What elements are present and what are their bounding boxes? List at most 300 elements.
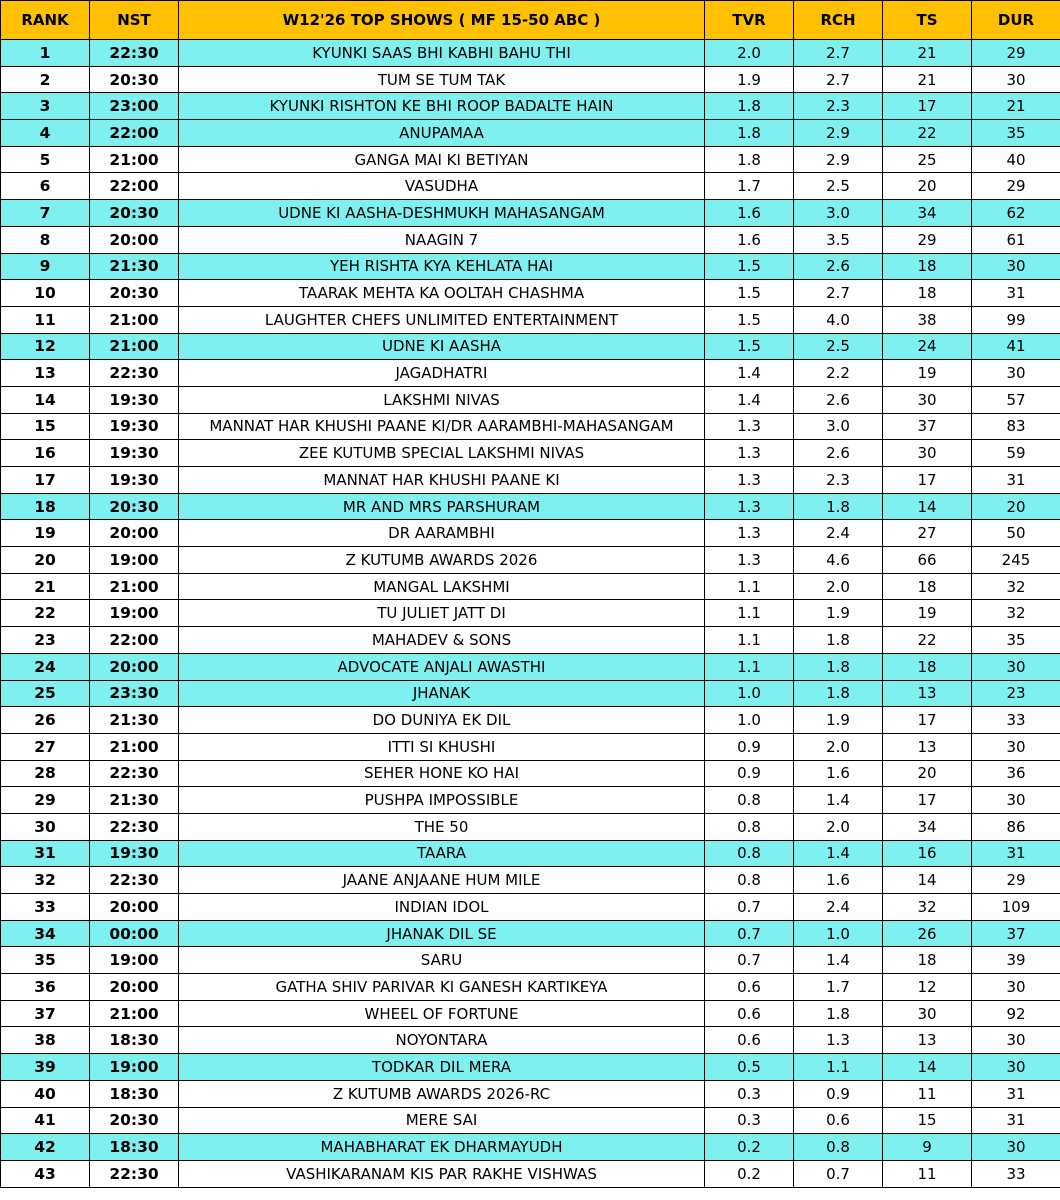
cell-rank: 18	[1, 493, 90, 520]
cell-tvr: 1.3	[705, 520, 794, 547]
cell-ts: 14	[883, 867, 972, 894]
cell-show: ITTI SI KHUSHI	[179, 733, 705, 760]
cell-ts: 18	[883, 947, 972, 974]
cell-show: DR AARAMBHI	[179, 520, 705, 547]
cell-rch: 0.7	[794, 1160, 883, 1187]
cell-tvr: 0.9	[705, 733, 794, 760]
cell-show: MANNAT HAR KHUSHI PAANE KI/DR AARAMBHI-MAHASANGAM	[179, 413, 705, 440]
cell-show: TODKAR DIL MERA	[179, 1054, 705, 1081]
cell-rank: 29	[1, 787, 90, 814]
cell-rank: 41	[1, 1107, 90, 1134]
cell-rank: 40	[1, 1080, 90, 1107]
cell-show: JHANAK DIL SE	[179, 920, 705, 947]
cell-rank: 12	[1, 333, 90, 360]
cell-ts: 18	[883, 573, 972, 600]
cell-dur: 21	[972, 93, 1060, 120]
cell-rch: 1.6	[794, 760, 883, 787]
cell-ts: 27	[883, 520, 972, 547]
cell-tvr: 1.5	[705, 333, 794, 360]
cell-tvr: 0.7	[705, 920, 794, 947]
cell-ts: 9	[883, 1134, 972, 1161]
cell-rank: 23	[1, 627, 90, 654]
table-row	[1, 226, 1060, 253]
cell-ts: 17	[883, 93, 972, 120]
cell-rch: 2.0	[794, 813, 883, 840]
cell-rch: 1.8	[794, 493, 883, 520]
cell-rank: 33	[1, 894, 90, 921]
cell-rch: 0.6	[794, 1107, 883, 1134]
cell-rank: 21	[1, 573, 90, 600]
cell-rch: 2.6	[794, 253, 883, 280]
cell-dur: 29	[972, 40, 1060, 67]
cell-rank: 26	[1, 707, 90, 734]
cell-tvr: 0.8	[705, 840, 794, 867]
cell-tvr: 1.9	[705, 66, 794, 93]
header-tvr: TVR	[705, 1, 794, 40]
cell-dur: 37	[972, 920, 1060, 947]
cell-nst: 18:30	[90, 1134, 179, 1161]
table-row	[1, 653, 1060, 680]
table-row	[1, 947, 1060, 974]
cell-tvr: 0.7	[705, 947, 794, 974]
cell-show: TAARA	[179, 840, 705, 867]
table-row	[1, 93, 1060, 120]
cell-show: LAUGHTER CHEFS UNLIMITED ENTERTAINMENT	[179, 306, 705, 333]
cell-show: Z KUTUMB AWARDS 2026	[179, 547, 705, 574]
table-row	[1, 306, 1060, 333]
cell-rch: 2.0	[794, 733, 883, 760]
cell-dur: 39	[972, 947, 1060, 974]
cell-rch: 2.3	[794, 93, 883, 120]
table-row	[1, 40, 1060, 67]
cell-dur: 92	[972, 1000, 1060, 1027]
cell-show: Z KUTUMB AWARDS 2026-RC	[179, 1080, 705, 1107]
header-nst: NST	[90, 1, 179, 40]
cell-rch: 2.6	[794, 386, 883, 413]
cell-nst: 21:30	[90, 253, 179, 280]
table-row	[1, 520, 1060, 547]
cell-ts: 21	[883, 66, 972, 93]
cell-ts: 17	[883, 707, 972, 734]
cell-nst: 21:30	[90, 707, 179, 734]
cell-show: JAGADHATRI	[179, 360, 705, 387]
cell-dur: 31	[972, 280, 1060, 307]
table-row	[1, 120, 1060, 147]
cell-rank: 32	[1, 867, 90, 894]
cell-rank: 17	[1, 467, 90, 494]
cell-show: ADVOCATE ANJALI AWASTHI	[179, 653, 705, 680]
cell-tvr: 1.3	[705, 413, 794, 440]
cell-show: WHEEL OF FORTUNE	[179, 1000, 705, 1027]
cell-dur: 29	[972, 867, 1060, 894]
cell-tvr: 0.2	[705, 1134, 794, 1161]
table-row	[1, 1134, 1060, 1161]
cell-ts: 19	[883, 600, 972, 627]
cell-nst: 20:00	[90, 653, 179, 680]
cell-rank: 19	[1, 520, 90, 547]
cell-show: SARU	[179, 947, 705, 974]
cell-tvr: 1.3	[705, 493, 794, 520]
table-row	[1, 547, 1060, 574]
cell-show: INDIAN IDOL	[179, 894, 705, 921]
cell-tvr: 1.1	[705, 573, 794, 600]
cell-tvr: 0.8	[705, 787, 794, 814]
cell-show: MAHADEV & SONS	[179, 627, 705, 654]
cell-rank: 28	[1, 760, 90, 787]
cell-rch: 2.3	[794, 467, 883, 494]
cell-tvr: 1.0	[705, 680, 794, 707]
cell-tvr: 1.1	[705, 653, 794, 680]
table-row	[1, 493, 1060, 520]
cell-nst: 19:30	[90, 413, 179, 440]
cell-nst: 20:30	[90, 493, 179, 520]
cell-dur: 57	[972, 386, 1060, 413]
cell-rch: 3.0	[794, 200, 883, 227]
cell-rch: 1.8	[794, 1000, 883, 1027]
cell-tvr: 0.6	[705, 1000, 794, 1027]
cell-rch: 1.0	[794, 920, 883, 947]
cell-dur: 30	[972, 360, 1060, 387]
cell-nst: 22:30	[90, 1160, 179, 1187]
cell-tvr: 1.5	[705, 306, 794, 333]
cell-rank: 31	[1, 840, 90, 867]
cell-nst: 18:30	[90, 1080, 179, 1107]
table-row	[1, 840, 1060, 867]
cell-dur: 31	[972, 840, 1060, 867]
cell-nst: 19:00	[90, 547, 179, 574]
cell-rank: 3	[1, 93, 90, 120]
cell-dur: 86	[972, 813, 1060, 840]
table-row	[1, 1160, 1060, 1187]
cell-dur: 99	[972, 306, 1060, 333]
table-row	[1, 760, 1060, 787]
cell-show: UDNE KI AASHA	[179, 333, 705, 360]
cell-ts: 17	[883, 467, 972, 494]
cell-show: YEH RISHTA KYA KEHLATA HAI	[179, 253, 705, 280]
cell-dur: 35	[972, 120, 1060, 147]
cell-rank: 36	[1, 974, 90, 1001]
table-row	[1, 1080, 1060, 1107]
cell-show: JAANE ANJAANE HUM MILE	[179, 867, 705, 894]
cell-dur: 36	[972, 760, 1060, 787]
cell-nst: 23:00	[90, 93, 179, 120]
cell-ts: 20	[883, 173, 972, 200]
cell-tvr: 0.6	[705, 974, 794, 1001]
cell-dur: 30	[972, 1134, 1060, 1161]
cell-show: ANUPAMAA	[179, 120, 705, 147]
cell-show: MANGAL LAKSHMI	[179, 573, 705, 600]
cell-ts: 30	[883, 386, 972, 413]
cell-tvr: 1.4	[705, 360, 794, 387]
cell-show: KYUNKI SAAS BHI KABHI BAHU THI	[179, 40, 705, 67]
cell-nst: 19:00	[90, 1054, 179, 1081]
cell-nst: 00:00	[90, 920, 179, 947]
cell-ts: 11	[883, 1080, 972, 1107]
cell-ts: 29	[883, 226, 972, 253]
cell-nst: 19:30	[90, 840, 179, 867]
cell-dur: 30	[972, 1054, 1060, 1081]
cell-tvr: 1.4	[705, 386, 794, 413]
cell-rch: 2.0	[794, 573, 883, 600]
cell-nst: 20:00	[90, 520, 179, 547]
cell-show: DO DUNIYA EK DIL	[179, 707, 705, 734]
cell-rch: 1.4	[794, 840, 883, 867]
cell-nst: 22:00	[90, 627, 179, 654]
cell-nst: 20:00	[90, 974, 179, 1001]
cell-nst: 21:30	[90, 787, 179, 814]
cell-nst: 23:30	[90, 680, 179, 707]
table-row	[1, 413, 1060, 440]
cell-nst: 22:30	[90, 813, 179, 840]
cell-nst: 21:00	[90, 733, 179, 760]
cell-dur: 41	[972, 333, 1060, 360]
cell-tvr: 0.2	[705, 1160, 794, 1187]
cell-rank: 8	[1, 226, 90, 253]
cell-rch: 2.7	[794, 66, 883, 93]
table-row	[1, 146, 1060, 173]
cell-rch: 2.6	[794, 440, 883, 467]
cell-show: UDNE KI AASHA-DESHMUKH MAHASANGAM	[179, 200, 705, 227]
cell-dur: 30	[972, 653, 1060, 680]
table-row	[1, 360, 1060, 387]
cell-nst: 19:30	[90, 440, 179, 467]
cell-dur: 33	[972, 1160, 1060, 1187]
cell-dur: 30	[972, 1027, 1060, 1054]
cell-rch: 2.4	[794, 520, 883, 547]
cell-show: THE 50	[179, 813, 705, 840]
cell-dur: 61	[972, 226, 1060, 253]
cell-dur: 30	[972, 974, 1060, 1001]
cell-show: GANGA MAI KI BETIYAN	[179, 146, 705, 173]
cell-rank: 10	[1, 280, 90, 307]
cell-tvr: 0.7	[705, 894, 794, 921]
cell-rank: 1	[1, 40, 90, 67]
cell-rank: 30	[1, 813, 90, 840]
cell-rank: 38	[1, 1027, 90, 1054]
cell-rch: 2.7	[794, 280, 883, 307]
cell-rch: 2.5	[794, 333, 883, 360]
table-row	[1, 894, 1060, 921]
cell-show: LAKSHMI NIVAS	[179, 386, 705, 413]
cell-dur: 32	[972, 600, 1060, 627]
table-row	[1, 733, 1060, 760]
cell-rch: 3.0	[794, 413, 883, 440]
cell-tvr: 1.1	[705, 600, 794, 627]
cell-rch: 2.5	[794, 173, 883, 200]
cell-nst: 19:30	[90, 467, 179, 494]
cell-tvr: 0.8	[705, 813, 794, 840]
cell-dur: 29	[972, 173, 1060, 200]
cell-ts: 21	[883, 40, 972, 67]
cell-dur: 20	[972, 493, 1060, 520]
cell-ts: 16	[883, 840, 972, 867]
cell-rch: 2.9	[794, 146, 883, 173]
cell-ts: 15	[883, 1107, 972, 1134]
cell-tvr: 0.3	[705, 1107, 794, 1134]
table-row	[1, 573, 1060, 600]
cell-rank: 42	[1, 1134, 90, 1161]
cell-ts: 19	[883, 360, 972, 387]
cell-rch: 1.1	[794, 1054, 883, 1081]
cell-tvr: 0.8	[705, 867, 794, 894]
header-ts: TS	[883, 1, 972, 40]
cell-rank: 13	[1, 360, 90, 387]
cell-tvr: 1.7	[705, 173, 794, 200]
table-row	[1, 867, 1060, 894]
cell-show: KYUNKI RISHTON KE BHI ROOP BADALTE HAIN	[179, 93, 705, 120]
cell-ts: 11	[883, 1160, 972, 1187]
cell-nst: 18:30	[90, 1027, 179, 1054]
cell-rank: 24	[1, 653, 90, 680]
table-row	[1, 707, 1060, 734]
cell-dur: 31	[972, 1107, 1060, 1134]
cell-dur: 245	[972, 547, 1060, 574]
table-row	[1, 200, 1060, 227]
cell-tvr: 1.8	[705, 146, 794, 173]
cell-tvr: 0.3	[705, 1080, 794, 1107]
cell-show: JHANAK	[179, 680, 705, 707]
cell-dur: 50	[972, 520, 1060, 547]
cell-show: ZEE KUTUMB SPECIAL LAKSHMI NIVAS	[179, 440, 705, 467]
cell-rank: 43	[1, 1160, 90, 1187]
cell-dur: 35	[972, 627, 1060, 654]
table-row	[1, 1000, 1060, 1027]
table-row	[1, 920, 1060, 947]
cell-tvr: 1.3	[705, 467, 794, 494]
cell-dur: 109	[972, 894, 1060, 921]
cell-ts: 26	[883, 920, 972, 947]
cell-rank: 22	[1, 600, 90, 627]
table-body	[1, 40, 1060, 1188]
cell-show: VASUDHA	[179, 173, 705, 200]
cell-tvr: 1.5	[705, 253, 794, 280]
cell-ts: 18	[883, 253, 972, 280]
cell-rch: 1.4	[794, 787, 883, 814]
cell-ts: 66	[883, 547, 972, 574]
cell-show: GATHA SHIV PARIVAR KI GANESH KARTIKEYA	[179, 974, 705, 1001]
cell-rank: 16	[1, 440, 90, 467]
cell-nst: 19:30	[90, 386, 179, 413]
table-row	[1, 680, 1060, 707]
table-row	[1, 974, 1060, 1001]
cell-rank: 2	[1, 66, 90, 93]
cell-ts: 20	[883, 760, 972, 787]
cell-rch: 4.6	[794, 547, 883, 574]
table-row	[1, 787, 1060, 814]
cell-nst: 22:30	[90, 867, 179, 894]
cell-show: TUM SE TUM TAK	[179, 66, 705, 93]
cell-rch: 1.4	[794, 947, 883, 974]
cell-ts: 24	[883, 333, 972, 360]
cell-nst: 21:00	[90, 333, 179, 360]
cell-rank: 14	[1, 386, 90, 413]
cell-tvr: 1.3	[705, 547, 794, 574]
cell-show: MR AND MRS PARSHURAM	[179, 493, 705, 520]
cell-nst: 21:00	[90, 1000, 179, 1027]
cell-rank: 7	[1, 200, 90, 227]
cell-ts: 13	[883, 680, 972, 707]
table-row	[1, 1027, 1060, 1054]
cell-tvr: 1.6	[705, 226, 794, 253]
cell-rank: 5	[1, 146, 90, 173]
cell-ts: 37	[883, 413, 972, 440]
cell-ts: 18	[883, 280, 972, 307]
cell-rank: 6	[1, 173, 90, 200]
cell-dur: 59	[972, 440, 1060, 467]
cell-show: SEHER HONE KO HAI	[179, 760, 705, 787]
cell-dur: 40	[972, 146, 1060, 173]
cell-ts: 13	[883, 733, 972, 760]
cell-show: MERE SAI	[179, 1107, 705, 1134]
cell-tvr: 1.8	[705, 120, 794, 147]
cell-show: MAHABHARAT EK DHARMAYUDH	[179, 1134, 705, 1161]
table-row	[1, 440, 1060, 467]
cell-rank: 39	[1, 1054, 90, 1081]
cell-tvr: 0.5	[705, 1054, 794, 1081]
cell-rch: 1.7	[794, 974, 883, 1001]
cell-tvr: 0.9	[705, 760, 794, 787]
cell-tvr: 1.0	[705, 707, 794, 734]
cell-nst: 19:00	[90, 947, 179, 974]
cell-dur: 23	[972, 680, 1060, 707]
cell-rank: 4	[1, 120, 90, 147]
cell-ts: 25	[883, 146, 972, 173]
cell-rch: 1.9	[794, 600, 883, 627]
cell-nst: 22:00	[90, 120, 179, 147]
cell-show: TAARAK MEHTA KA OOLTAH CHASHMA	[179, 280, 705, 307]
cell-nst: 20:00	[90, 894, 179, 921]
table-row	[1, 1107, 1060, 1134]
cell-rank: 15	[1, 413, 90, 440]
cell-rank: 37	[1, 1000, 90, 1027]
cell-rank: 20	[1, 547, 90, 574]
cell-rch: 0.9	[794, 1080, 883, 1107]
cell-tvr: 1.5	[705, 280, 794, 307]
cell-nst: 21:00	[90, 573, 179, 600]
cell-nst: 21:00	[90, 306, 179, 333]
cell-dur: 30	[972, 733, 1060, 760]
cell-rch: 1.3	[794, 1027, 883, 1054]
cell-dur: 62	[972, 200, 1060, 227]
table-row	[1, 467, 1060, 494]
cell-rch: 1.6	[794, 867, 883, 894]
cell-nst: 22:30	[90, 40, 179, 67]
cell-ts: 14	[883, 1054, 972, 1081]
cell-tvr: 1.8	[705, 93, 794, 120]
header-rank: RANK	[1, 1, 90, 40]
cell-rch: 1.9	[794, 707, 883, 734]
table-row	[1, 1054, 1060, 1081]
cell-nst: 20:30	[90, 1107, 179, 1134]
table-row	[1, 280, 1060, 307]
cell-tvr: 2.0	[705, 40, 794, 67]
cell-ts: 12	[883, 974, 972, 1001]
cell-nst: 22:30	[90, 360, 179, 387]
table-row	[1, 386, 1060, 413]
table-row	[1, 173, 1060, 200]
cell-nst: 22:00	[90, 173, 179, 200]
cell-show: NAAGIN 7	[179, 226, 705, 253]
cell-nst: 20:30	[90, 66, 179, 93]
cell-rank: 35	[1, 947, 90, 974]
cell-show: NOYONTARA	[179, 1027, 705, 1054]
cell-ts: 14	[883, 493, 972, 520]
table-row	[1, 253, 1060, 280]
cell-nst: 22:30	[90, 760, 179, 787]
cell-ts: 17	[883, 787, 972, 814]
cell-show: VASHIKARANAM KIS PAR RAKHE VISHWAS	[179, 1160, 705, 1187]
cell-ts: 38	[883, 306, 972, 333]
